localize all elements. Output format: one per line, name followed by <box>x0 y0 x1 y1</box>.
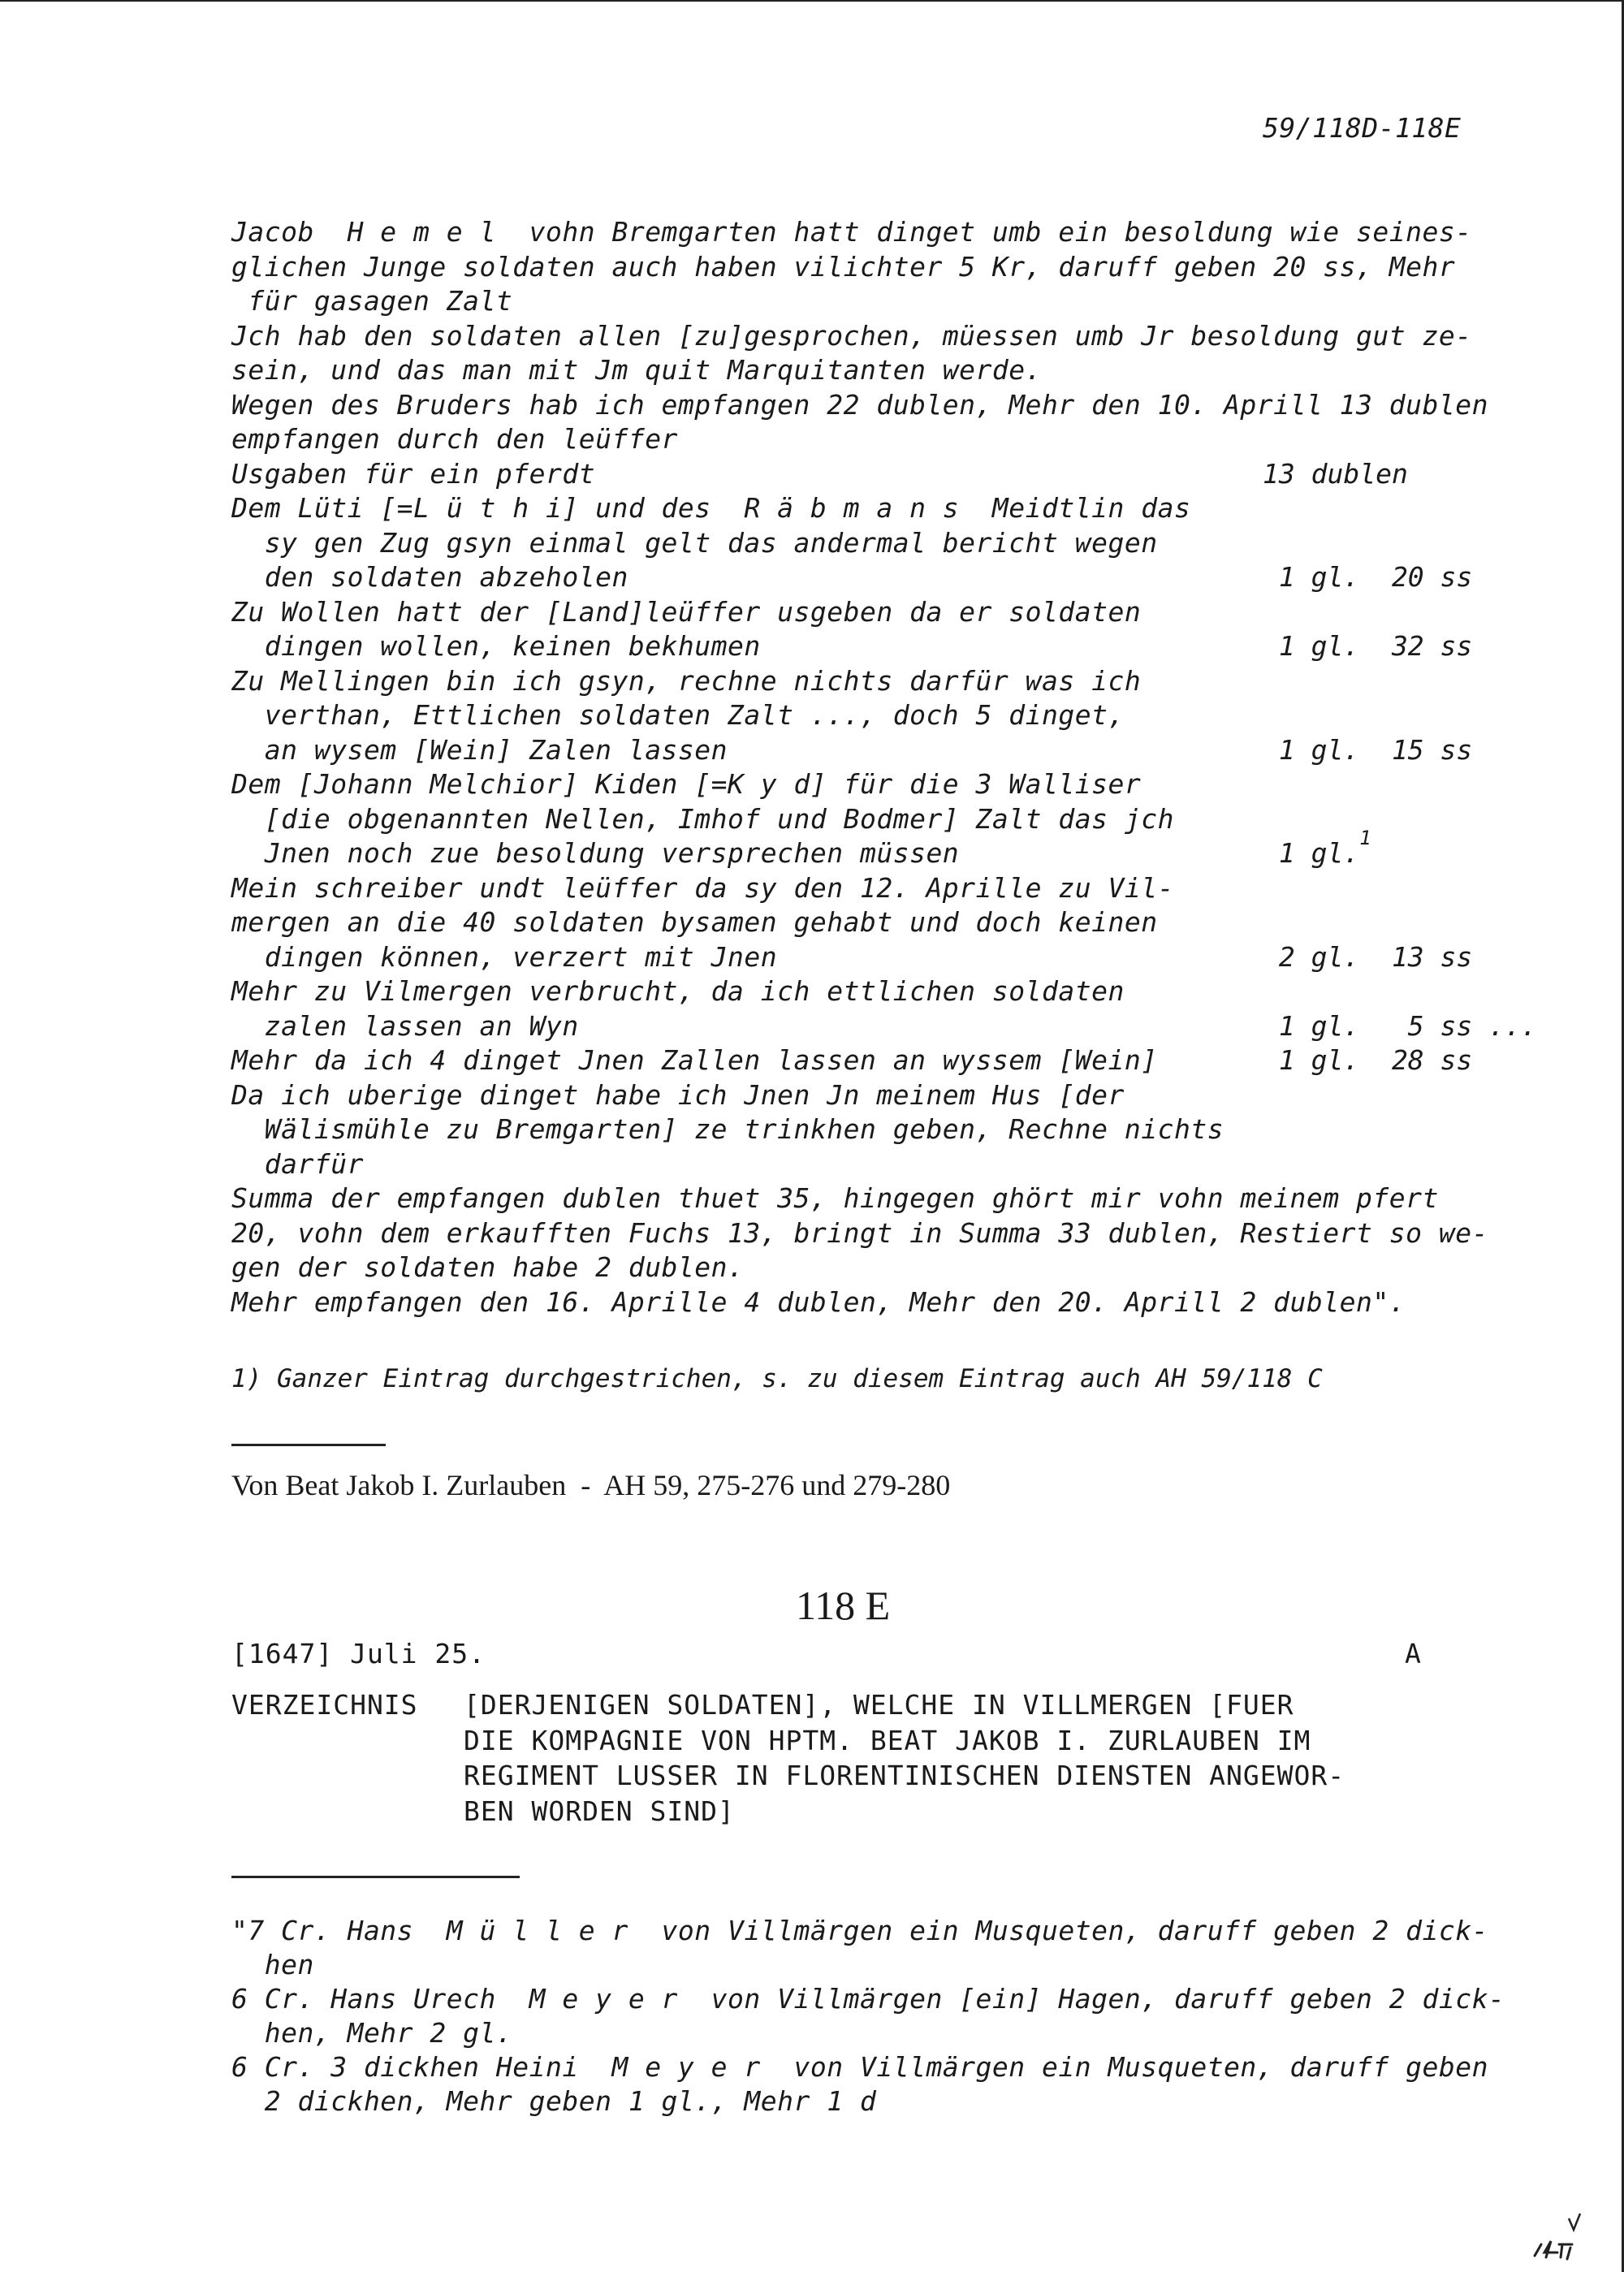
list-item-line: hen <box>231 1949 314 1980</box>
entry-amount: 1 gl. 20 ss <box>1263 561 1473 593</box>
handwritten-folio-mark <box>1527 2209 1608 2270</box>
list-item-line: "7 Cr. Hans M ü l l e r von Villmärgen ein Musqueten, daruff geben 2 dick- <box>231 1915 1488 1946</box>
title-label: VERZEICHNIS <box>231 1689 418 1721</box>
entry-line: Zu Mellingen bin ich gsyn, rechne nichts darfür was ich <box>231 664 1142 697</box>
entry-line: Mehr empfangen den 16. Aprille 4 dublen, Mehr den 20. Aprill 2 dublen". <box>231 1285 1406 1318</box>
list-item-line: 2 dickhen, Mehr geben 1 gl., Mehr 1 d <box>231 2085 877 2117</box>
title-line: DIE KOMPAGNIE VON HPTM. BEAT JAKOB I. ZURLAUBEN IM <box>464 1724 1311 1756</box>
entry-amount: 1 gl. 5 ss ... <box>1263 1009 1537 1042</box>
entry-line: Mehr da ich 4 dinget Jnen Zallen lassen an wyssem [Wein] <box>231 1044 1158 1076</box>
entry-line: Wegen des Bruders hab ich empfangen 22 dublen, Mehr den 10. Aprill 13 dublen <box>231 388 1488 421</box>
entry-line: für gasagen Zalt <box>231 285 513 317</box>
entry-line: Zu Wollen hatt der [Land]leüffer usgeben da er soldaten <box>231 595 1142 628</box>
entry-line: dingen können, verzert mit Jnen <box>231 940 778 973</box>
entry-line: an wysem [Wein] Zalen lassen <box>231 733 728 766</box>
list-item-line: hen, Mehr 2 gl. <box>231 2017 513 2049</box>
entry-line: empfangen durch den leüffer <box>231 423 678 455</box>
source-line: Von Beat Jakob I. Zurlauben - AH 59, 275-276 und 279-280 <box>231 1469 951 1501</box>
entry-line: Jch hab den soldaten allen [zu]gesprochen, müessen umb Jr besoldung gut ze- <box>231 319 1472 352</box>
page-border-top <box>0 0 1624 2</box>
entry-line: mergen an die 40 soldaten bysamen gehabt und doch keinen <box>231 906 1158 938</box>
list-item-line: 6 Cr. 3 dickhen Heini M e y e r von Villmärgen ein Musqueten, daruff geben <box>231 2051 1488 2083</box>
entry-line: Da ich uberige dinget habe ich Jnen Jn meinem Hus [der <box>231 1078 1125 1111</box>
entry-line: Dem [Johann Melchior] Kiden [=K y d] für die 3 Walliser <box>231 768 1142 800</box>
entry-line: [die obgenannten Nellen, Imhof und Bodmer] Zalt das jch <box>231 802 1174 835</box>
entry-amount: 1 gl.$^1$ <box>1263 827 1371 869</box>
entry-line: Usgaben für ein pferdt <box>231 457 596 490</box>
entry-amount: 1 gl. 15 ss <box>1263 733 1473 766</box>
entry-line: glichen Junge soldaten auch haben vilichter 5 Kr, daruff geben 20 ss, Mehr <box>231 250 1456 283</box>
section-divider <box>231 1444 386 1446</box>
date-line: [1647] Juli 25. <box>231 1638 486 1669</box>
entry-line: gen der soldaten habe 2 dublen. <box>231 1251 745 1283</box>
entry-line: Jacob H e m e l vohn Bremgarten hatt dinget umb ein besoldung wie seines- <box>231 216 1472 248</box>
entry-line: Summa der empfangen dublen thuet 35, hingegen ghört mir vohn meinem pfert <box>231 1182 1439 1214</box>
list-item-line: 6 Cr. Hans Urech M e y e r von Villmärgen [ein] Hagen, daruff geben 2 dick- <box>231 1983 1505 2015</box>
page-reference: 59/118D-118E <box>1263 112 1462 144</box>
entry-amount: 1 gl. 32 ss <box>1263 630 1473 662</box>
title-line: REGIMENT LUSSER IN FLORENTINISCHEN DIENSTEN ANGEWOR- <box>464 1760 1345 1791</box>
footnote: 1) Ganzer Eintrag durchgestrichen, s. zu diesem Eintrag auch AH 59/118 C <box>231 1364 1323 1393</box>
entry-line: Mein schreiber undt leüffer da sy den 12. Aprille zu Vil- <box>231 871 1174 904</box>
title-line: [DERJENIGEN SOLDATEN], WELCHE IN VILLMERGEN [FUER <box>464 1689 1294 1721</box>
entry-line: Dem Lüti [=L ü t h i] und des R ä b m a n s Meidtlin das <box>231 492 1191 524</box>
entry-line: den soldaten abzeholen <box>231 561 628 593</box>
entry-line: 20, vohn dem erkaufften Fuchs 13, bringt in Summa 33 dublen, Restiert so we- <box>231 1216 1488 1249</box>
title-line: BEN WORDEN SIND] <box>464 1795 735 1827</box>
type-code: A <box>1405 1638 1422 1669</box>
footnote-mark: 1 <box>1359 827 1371 849</box>
entry-line: sein, und das man mit Jm quit Marquitanten werde. <box>231 354 1043 386</box>
entry-amount: 1 gl. 28 ss <box>1263 1044 1473 1076</box>
entry-line: Wälismühle zu Bremgarten] ze trinkhen geben, Rechne nichts <box>231 1113 1224 1145</box>
entry-line: sy gen Zug gsyn einmal gelt das andermal bericht wegen <box>231 526 1158 559</box>
entry-amount: 13 dublen <box>1263 457 1408 490</box>
entry-line: Mehr zu Vilmergen verbrucht, da ich ettlichen soldaten <box>231 975 1125 1007</box>
entry-line: darfür <box>231 1147 364 1180</box>
title-divider <box>231 1876 520 1878</box>
document-number: 118 E <box>796 1583 891 1628</box>
entry-line: Jnen noch zue besoldung versprechen müssen <box>231 837 960 869</box>
entry-line: dingen wollen, keinen bekhumen <box>231 630 761 662</box>
entry-amount: 2 gl. 13 ss <box>1263 940 1473 973</box>
entry-line: zalen lassen an Wyn <box>231 1009 579 1042</box>
entry-line: verthan, Ettlichen soldaten Zalt ..., doch 5 dinget, <box>231 699 1125 731</box>
